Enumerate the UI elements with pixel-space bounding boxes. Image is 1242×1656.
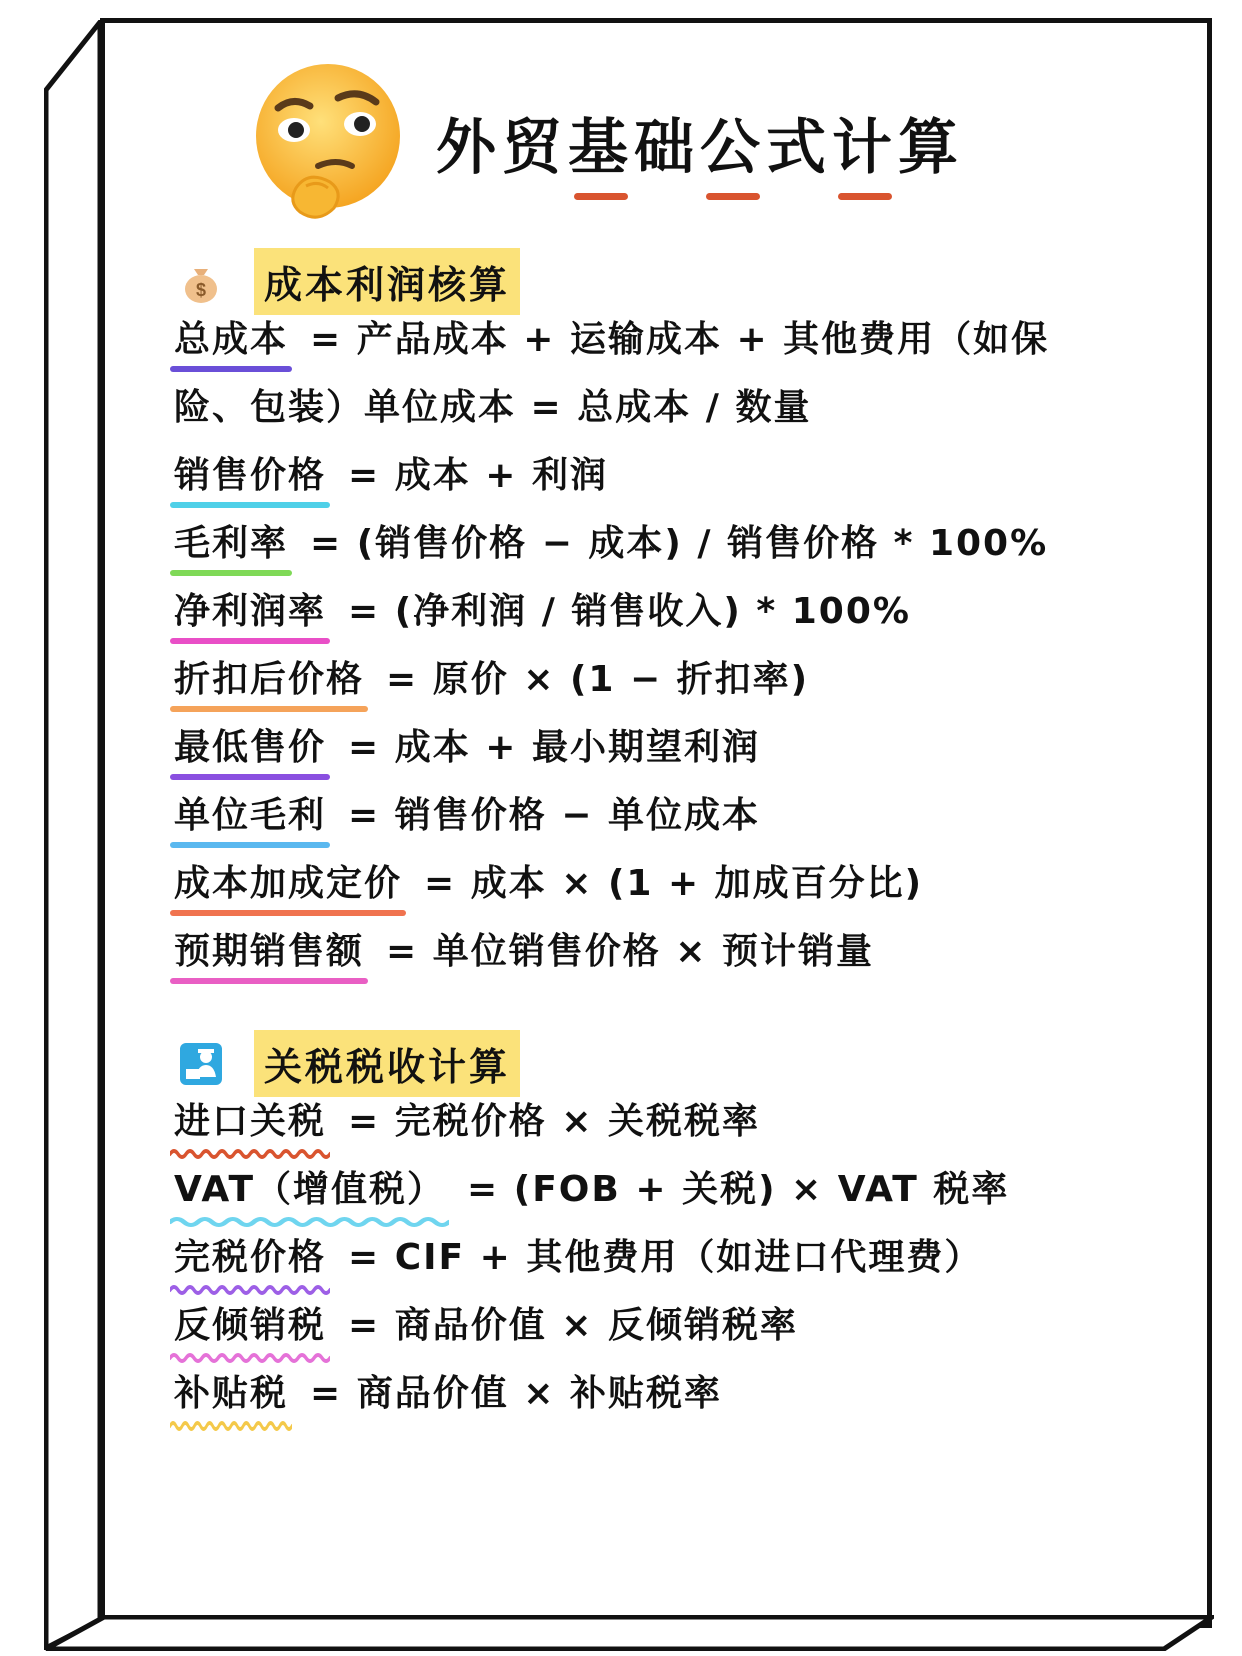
formula-term <box>174 578 326 648</box>
formula-term-text: VAT（增值税） <box>174 1169 446 1210</box>
card-bottom-edge <box>44 1615 1214 1651</box>
term-underline <box>170 842 330 848</box>
formula-row <box>174 850 1154 918</box>
formula-term-text: 折扣后价格 <box>174 659 365 700</box>
formula-row <box>174 374 1154 442</box>
title-text: 础 <box>634 113 700 183</box>
svg-text:$: $ <box>195 279 207 300</box>
section-title: 成本利润核算 <box>254 248 520 315</box>
term-underline <box>170 910 406 916</box>
term-underline <box>170 570 292 576</box>
formula-term-text: 补贴税 <box>174 1373 289 1414</box>
formula-row <box>174 1088 1154 1156</box>
formula-term <box>174 1224 326 1294</box>
term-underline <box>170 502 330 508</box>
formula-term <box>174 918 364 988</box>
money-bag-icon <box>178 259 224 305</box>
term-underline <box>170 706 368 712</box>
formula-term <box>174 306 288 376</box>
formula-expression: = 产品成本 + 运输成本 + 其他费用（如保 <box>310 319 1050 360</box>
formula-term-text: 最低售价 <box>174 727 327 768</box>
formula-term <box>174 442 326 512</box>
formula-term <box>174 714 326 784</box>
formula-term <box>174 1156 445 1226</box>
section-tariff-header <box>178 1030 520 1097</box>
formula-term <box>174 1292 326 1362</box>
formula-row <box>174 782 1154 850</box>
formula-term-text: 净利润率 <box>174 591 327 632</box>
formula-expression: 险、包装）单位成本 = 总成本 / 数量 <box>174 387 812 428</box>
formula-row <box>174 1360 1154 1428</box>
customs-officer-icon <box>178 1041 224 1087</box>
title-text: 基 <box>568 100 634 186</box>
formula-term-text: 单位毛利 <box>174 795 327 836</box>
section-cost-profit-header <box>178 248 520 315</box>
page-title <box>436 100 964 186</box>
formula-expression: = 成本 × (1 + 加成百分比) <box>424 863 924 904</box>
formula-expression: = (销售价格 − 成本) / 销售价格 * 100% <box>310 523 1049 564</box>
formula-row <box>174 1224 1154 1292</box>
formula-term <box>174 510 288 580</box>
formula-row <box>174 1156 1154 1224</box>
formula-row <box>174 714 1154 782</box>
term-underline <box>170 638 330 644</box>
card-side-edge <box>44 20 104 1650</box>
formula-expression: = 成本 + 利润 <box>348 455 608 496</box>
formula-expression: = 单位销售价格 × 预计销量 <box>386 931 874 972</box>
formula-term-text: 反倾销税 <box>174 1305 327 1346</box>
page-header <box>248 58 964 228</box>
formula-term <box>174 646 364 716</box>
formula-expression: = (净利润 / 销售收入) * 100% <box>348 591 911 632</box>
thinking-face-icon <box>248 58 408 228</box>
section-title: 关税税收计算 <box>254 1030 520 1097</box>
formula-row <box>174 1292 1154 1360</box>
formula-expression: = 商品价值 × 反倾销税率 <box>348 1305 798 1346</box>
formula-term <box>174 782 326 852</box>
title-text: 算 <box>898 113 964 183</box>
formula-row <box>174 306 1154 374</box>
formula-row <box>174 578 1154 646</box>
title-text: 计 <box>832 100 898 186</box>
formula-term <box>174 1088 326 1158</box>
formula-term-text: 毛利率 <box>174 523 289 564</box>
wavy-underline <box>170 1418 292 1434</box>
formula-expression: = 原价 × (1 − 折扣率) <box>386 659 810 700</box>
formula-expression: = CIF + 其他费用（如进口代理费） <box>348 1237 983 1278</box>
formula-term-text: 销售价格 <box>174 455 327 496</box>
formula-term-text: 预期销售额 <box>174 931 365 972</box>
formula-term-text: 总成本 <box>174 319 289 360</box>
formula-expression: = 销售价格 − 单位成本 <box>348 795 760 836</box>
formula-row <box>174 646 1154 714</box>
term-underline <box>170 366 292 372</box>
formula-term <box>174 1360 288 1430</box>
cost-profit-formulas <box>174 306 1154 986</box>
formula-row <box>174 442 1154 510</box>
term-underline <box>170 978 368 984</box>
formula-term-text: 完税价格 <box>174 1237 327 1278</box>
formula-row <box>174 918 1154 986</box>
title-text: 式 <box>766 113 832 183</box>
formula-term-text: 进口关税 <box>174 1101 327 1142</box>
formula-expression: = (FOB + 关税) × VAT 税率 <box>467 1169 1010 1210</box>
tariff-formulas <box>174 1088 1154 1428</box>
formula-expression: = 商品价值 × 补贴税率 <box>310 1373 722 1414</box>
title-text: 公 <box>700 100 766 186</box>
formula-expression: = 成本 + 最小期望利润 <box>348 727 760 768</box>
formula-term <box>174 850 402 920</box>
formula-expression: = 完税价格 × 关税税率 <box>348 1101 760 1142</box>
formula-term-text: 成本加成定价 <box>174 863 403 904</box>
formula-row <box>174 510 1154 578</box>
term-underline <box>170 774 330 780</box>
title-text: 外贸 <box>436 113 568 183</box>
